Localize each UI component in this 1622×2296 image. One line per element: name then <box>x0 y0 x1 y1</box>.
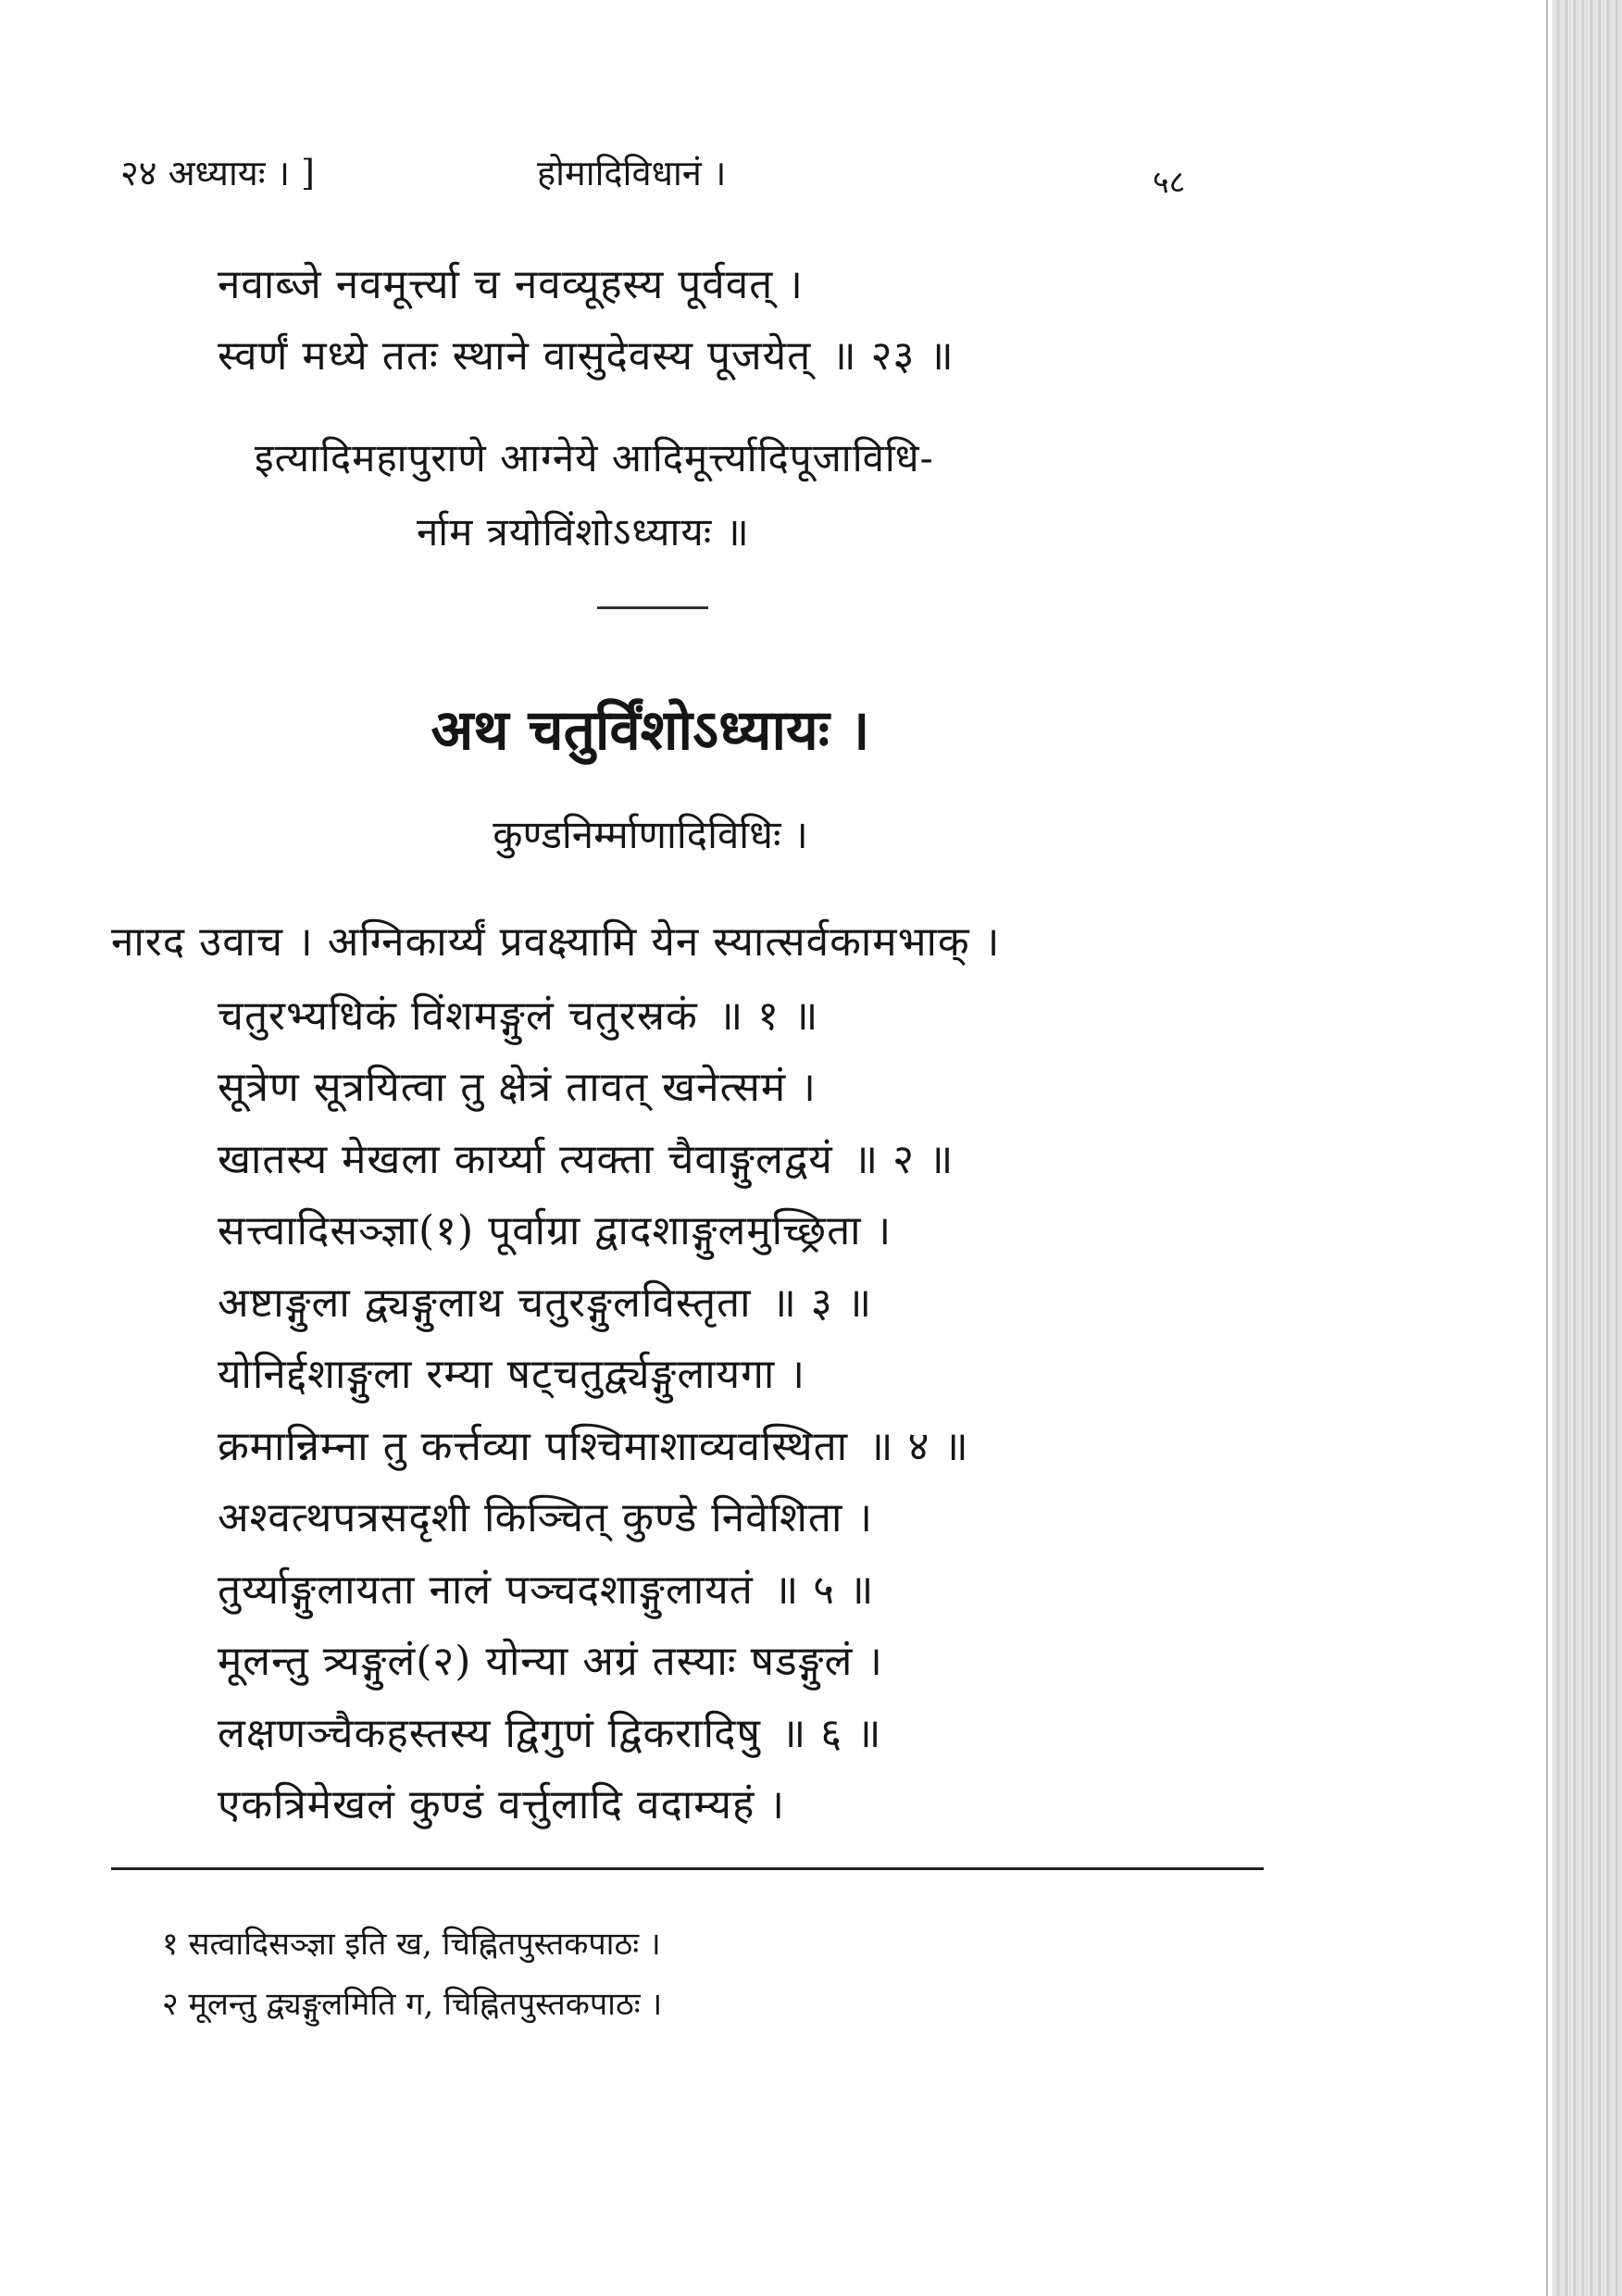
verse-text: क्रमान्निम्ना तु कर्त्तव्या पश्चिमाशाव्यवस्थिता <box>218 1423 849 1470</box>
footnote-divider <box>111 1867 1264 1870</box>
verse-text: सूत्रेण सूत्रयित्वा तु क्षेत्रं तावत् खनेत्समं । <box>218 1064 817 1111</box>
verse-text: सत्त्वादिसञ्ज्ञा(१) पूर्वाग्रा द्वादशाङ्गुलमुच्छ्रिता । <box>218 1207 892 1254</box>
verse-text: मूलन्तु त्र्यङ्गुलं(२) योन्या अग्रं तस्याः षडङ्गुलं । <box>218 1638 883 1685</box>
verse-line <box>218 1560 874 1616</box>
verse-line <box>218 1416 969 1472</box>
verse-text: अश्वत्थपत्रसदृशी किञ्चित् कुण्डे निवेशिता । <box>218 1494 874 1541</box>
verse-line <box>218 1273 872 1329</box>
verse-line <box>218 986 818 1042</box>
running-header <box>120 148 1231 204</box>
verse-text: तुर्य्याङ्गुलायता नालं पञ्चदशाङ्गुलायतं <box>218 1566 754 1614</box>
verse-line <box>218 1631 883 1687</box>
verse-line <box>218 255 804 310</box>
verse-number: ॥ १ ॥ <box>717 992 819 1040</box>
header-chapter-ref: २४ अध्यायः । ] <box>120 153 315 193</box>
verse-number: ॥ २ ॥ <box>853 1136 954 1183</box>
verse-line <box>218 326 954 381</box>
header-title: होमादिविधानं । <box>537 153 727 193</box>
chapter-subtitle: कुण्डनिर्म्माणादिविधिः । <box>493 812 808 857</box>
footnote: १ सत्वादिसञ्ज्ञा इति ख, चिह्नितपुस्तकपाठः । <box>162 1926 661 1963</box>
verse-line <box>218 1703 881 1759</box>
verse-text: चतुरभ्यधिकं विंशमङ्गुलं चतुरस्रकं <box>218 992 698 1040</box>
section-divider <box>597 606 708 609</box>
verse-line <box>218 1775 785 1830</box>
verse-text: एकत्रिमेखलं कुण्डं वर्त्तुलादि वदाम्यहं । <box>218 1781 786 1828</box>
verse-text: लक्षणञ्चैकहस्तस्य द्विगुणं द्विकरादिषु <box>218 1710 761 1757</box>
book-binding-edge <box>1553 0 1622 2296</box>
footnote: २ मूलन्तु द्व्यङ्गुलमिति ग, चिह्नितपुस्तकपाठः । <box>162 1986 663 2023</box>
verse-number: ॥ ५ ॥ <box>773 1566 875 1614</box>
verse-line <box>218 1488 873 1543</box>
page-fold-line <box>1546 0 1548 2296</box>
verse-line <box>218 1129 954 1185</box>
verse-number: ॥ २३ ॥ <box>831 332 954 380</box>
verse-text: नारद उवाच । अग्निकार्य्यं प्रवक्ष्यामि येन स्यात्सर्वकामभाक् । <box>111 918 1001 966</box>
verse-line <box>218 1344 805 1400</box>
verse-number: ॥ ४ ॥ <box>868 1423 969 1470</box>
verse-number: ॥ ६ ॥ <box>780 1710 882 1757</box>
verse-line <box>218 1201 892 1256</box>
verse-number: ॥ ३ ॥ <box>771 1279 873 1327</box>
verse-text: खातस्य मेखला कार्य्या त्यक्ता चैवाङ्गुलद्वयं <box>218 1136 833 1183</box>
colophon-line: इत्यादिमहापुराणे आग्नेये आदिमूर्त्त्यादिपूजाविधि- <box>255 435 934 480</box>
verse-text: अष्टाङ्गुला द्व्यङ्गुलाथ चतुरङ्गुलविस्तृता <box>218 1279 752 1327</box>
verse-text: स्वर्णं मध्ये ततः स्थाने वासुदेवस्य पूजयेत् <box>218 332 812 380</box>
verse-text: योनिर्द्दशाङ्गुला रम्या षट्चतुर्द्व्यङ्गुलायगा । <box>218 1351 805 1398</box>
verse-text: नवाब्जे नवमूर्त्त्या च नवव्यूहस्य पूर्ववत् । <box>218 261 804 308</box>
page-number: ५८ <box>1153 164 1186 201</box>
verse-line <box>218 1057 817 1113</box>
verse-line <box>111 912 1000 967</box>
chapter-title: अथ चतुर्विंशोऽध्यायः । <box>430 698 870 763</box>
colophon-line: र्नाम त्रयोविंशोऽध्यायः ॥ <box>417 509 750 555</box>
